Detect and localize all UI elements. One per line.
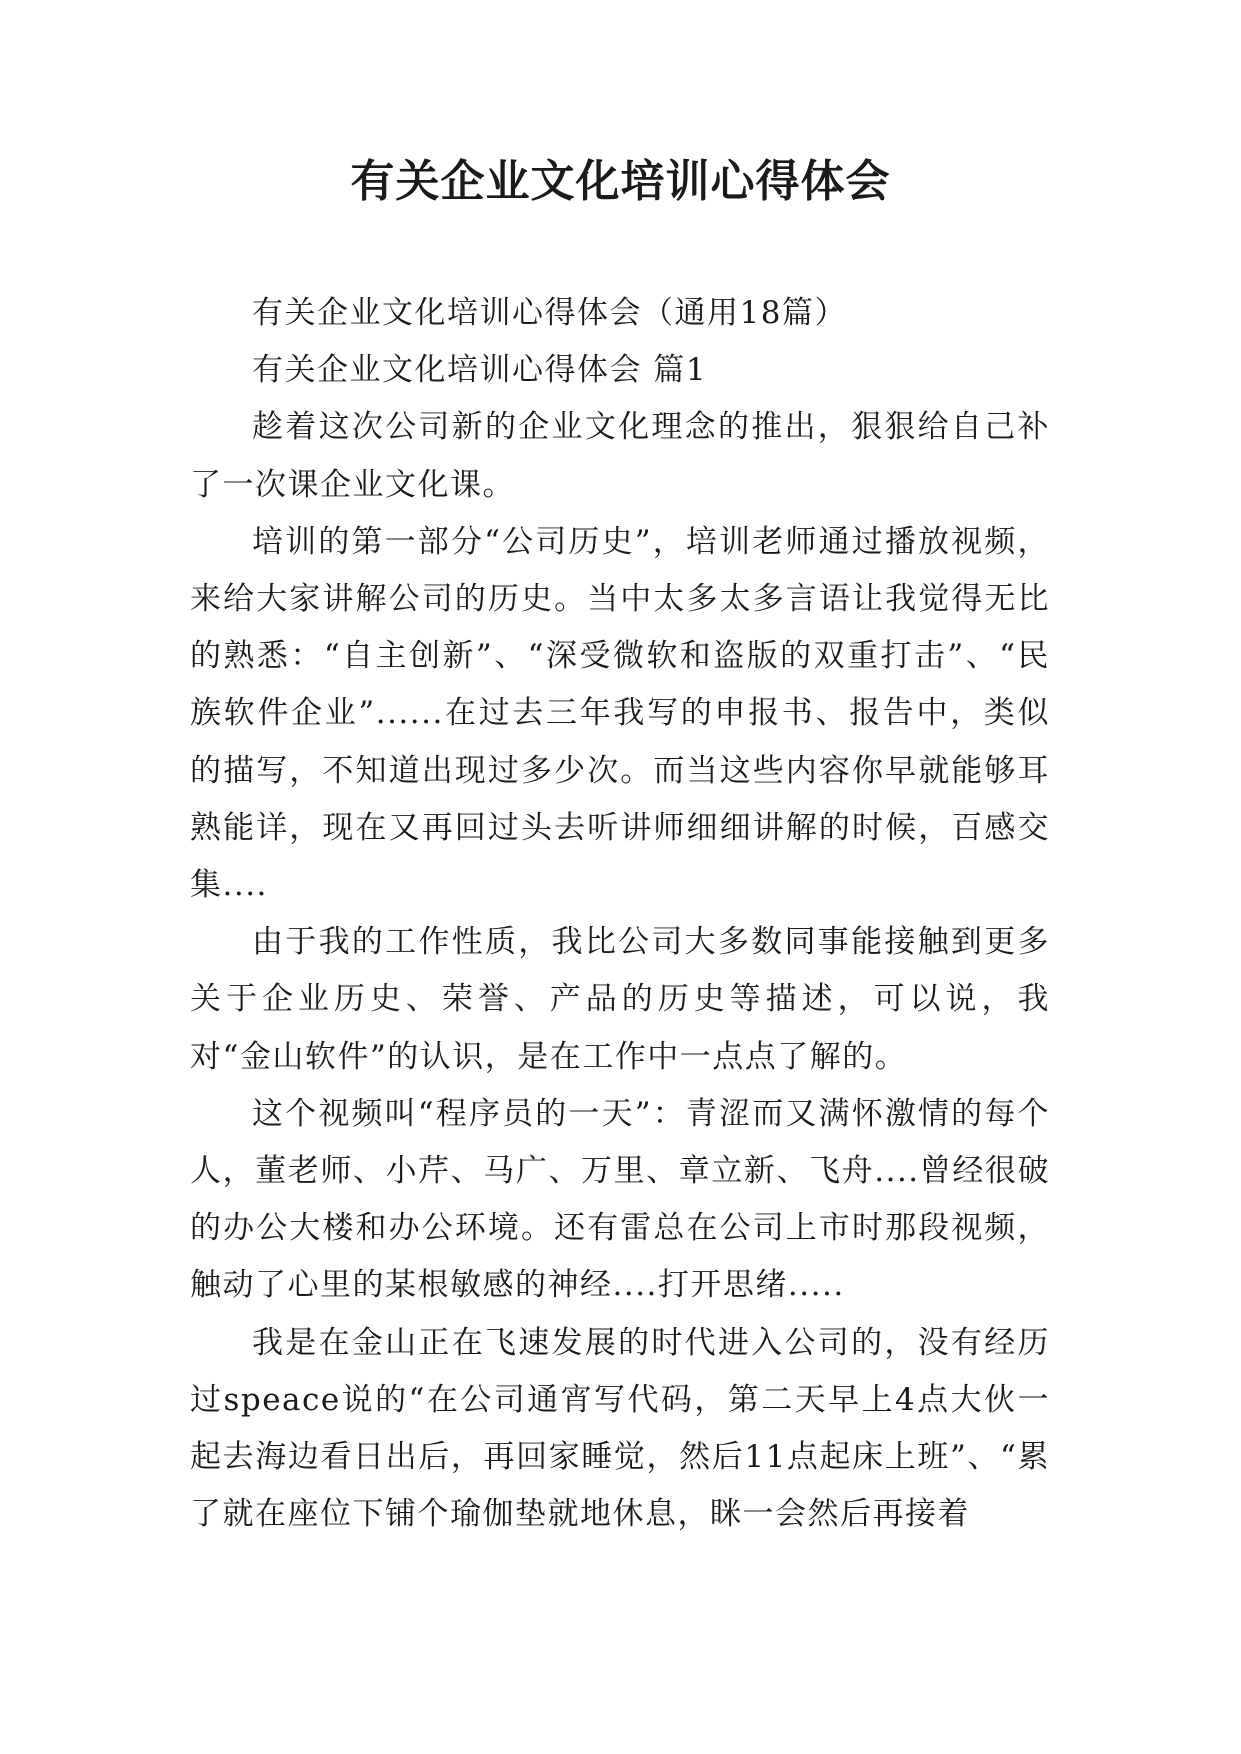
paragraph: 由于我的工作性质，我比公司大多数同事能接触到更多关于企业历史、荣誉、产品的历史等描述，可以说，我对“金山软件”的认识，是在工作中一点点了解的。: [190, 924, 1050, 1075]
document-title: 有关企业文化培训心得体会: [350, 156, 891, 207]
paragraph: 我是在金山正在飞速发展的时代进入公司的，没有经历过speace说的“在公司通宵写代码，第二天早上4点大伙一起去海边看日出后，再回家睡觉，然后11点起床上班”、“累了就在座位下铺个瑜伽垫就地休息，眯一会然后再接着: [190, 1324, 1050, 1533]
paragraph: 这个视频叫“程序员的一天”：青涩而又满怀激情的每个人，董老师、小芹、马广、万里、章立新、飞舟....曾经很破的办公大楼和办公环境。还有雷总在公司上市时那段视频，触动了心里的某根敏感的神经....打开思绪.....: [190, 1095, 1050, 1304]
document-body: [190, 285, 1050, 1543]
paragraph: 培训的第一部分“公司历史”，培训老师通过播放视频，来给大家讲解公司的历史。当中太多太多言语让我觉得无比的熟悉：“自主创新”、“深受微软和盗版的双重打击”、“民族软件企业”......在过去三年我写的申报书、报告中，类似的描写，不知道出现过多少次。而当这些内容你早就能够耳熟能详，现在又再回过头去听讲师细细讲解的时候，百感交集....: [190, 523, 1050, 904]
paragraph: 趁着这次公司新的企业文化理念的推出，狠狠给自己补了一次课企业文化课。: [190, 409, 1050, 503]
section-heading: 有关企业文化培训心得体会 篇1: [252, 352, 708, 389]
document-subtitle: 有关企业文化培训心得体会（通用18篇）: [252, 295, 847, 331]
